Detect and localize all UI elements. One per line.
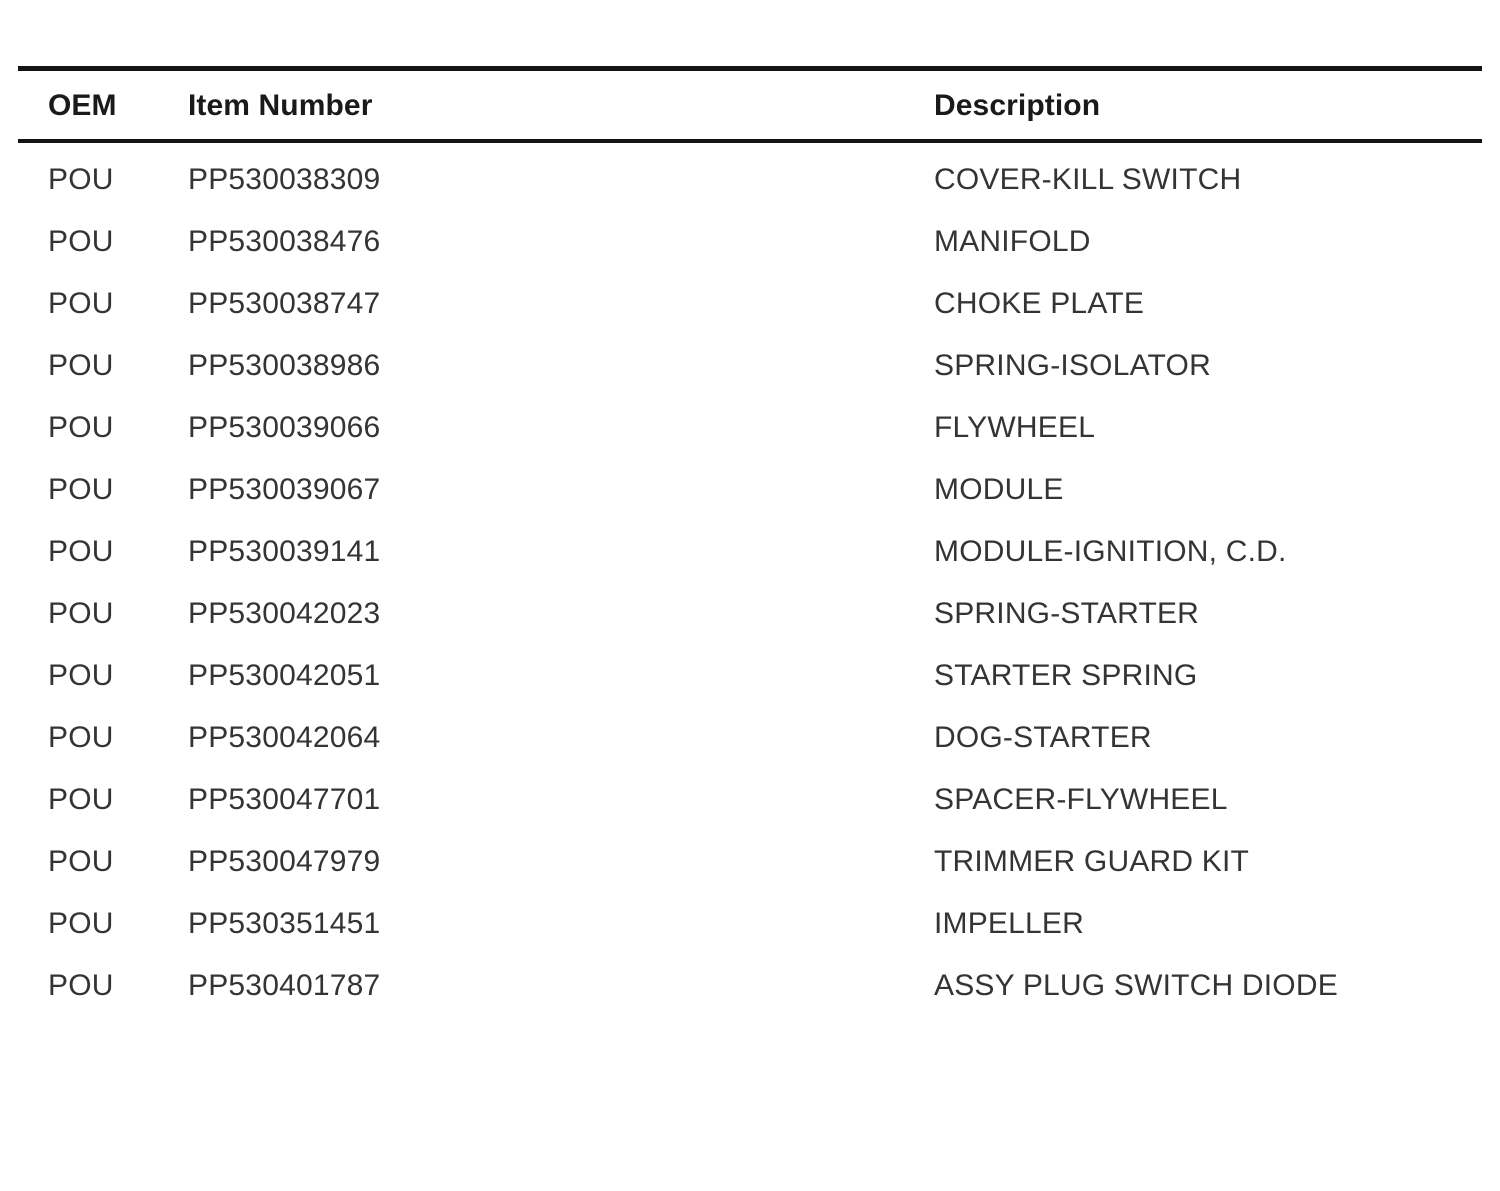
cell-oem: POU	[48, 163, 114, 196]
cell-item-number: PP530038747	[188, 287, 381, 320]
cell-oem: POU	[48, 411, 114, 444]
cell-oem: POU	[48, 349, 114, 382]
cell-oem: POU	[48, 969, 114, 1002]
cell-description: TRIMMER GUARD KIT	[934, 845, 1250, 878]
cell-description: SPACER-FLYWHEEL	[934, 783, 1228, 816]
cell-oem: POU	[48, 287, 114, 320]
cell-description: COVER-KILL SWITCH	[934, 163, 1242, 196]
cell-oem: POU	[48, 597, 114, 630]
cell-oem: POU	[48, 535, 114, 568]
cell-description: MODULE	[934, 473, 1064, 506]
cell-item-number: PP530039066	[188, 411, 381, 444]
column-header-oem: OEM	[48, 89, 117, 122]
cell-oem: POU	[48, 907, 114, 940]
table-row	[18, 521, 1482, 583]
column-header-item-number: Item Number	[188, 89, 373, 122]
table-row	[18, 707, 1482, 769]
cell-description: ASSY PLUG SWITCH DIODE	[934, 969, 1338, 1002]
table-row	[18, 769, 1482, 831]
cell-item-number: PP530042064	[188, 721, 381, 754]
cell-item-number: PP530047701	[188, 783, 381, 816]
table-header	[18, 69, 1482, 142]
cell-oem: POU	[48, 225, 114, 258]
table-row	[18, 211, 1482, 273]
table-row	[18, 583, 1482, 645]
table-row	[18, 645, 1482, 707]
cell-item-number: PP530042023	[188, 597, 381, 630]
cell-item-number: PP530038986	[188, 349, 381, 382]
column-header-description: Description	[934, 89, 1101, 122]
cell-oem: POU	[48, 845, 114, 878]
cell-item-number: PP530038476	[188, 225, 381, 258]
table-row	[18, 335, 1482, 397]
cell-description: MODULE-IGNITION, C.D.	[934, 535, 1287, 568]
cell-item-number: PP530039141	[188, 535, 381, 568]
cell-oem: POU	[48, 783, 114, 816]
cell-item-number: PP530351451	[188, 907, 381, 940]
cell-description: MANIFOLD	[934, 225, 1091, 258]
cell-description: FLYWHEEL	[934, 411, 1096, 444]
cell-description: STARTER SPRING	[934, 659, 1198, 692]
cell-description: DOG-STARTER	[934, 721, 1152, 754]
table-body	[18, 141, 1482, 1017]
cell-item-number: PP530401787	[188, 969, 381, 1002]
cell-item-number: PP530039067	[188, 473, 381, 506]
cell-oem: POU	[48, 659, 114, 692]
table-header-row	[18, 69, 1482, 142]
cell-oem: POU	[48, 721, 114, 754]
cell-item-number: PP530038309	[188, 163, 381, 196]
cell-description: IMPELLER	[934, 907, 1084, 940]
parts-table	[18, 66, 1482, 1017]
table-row	[18, 273, 1482, 335]
table-row	[18, 397, 1482, 459]
cell-item-number: PP530042051	[188, 659, 381, 692]
document-page	[0, 66, 1500, 1191]
cell-description: CHOKE PLATE	[934, 287, 1145, 320]
cell-item-number: PP530047979	[188, 845, 381, 878]
table-row	[18, 893, 1482, 955]
table-row	[18, 955, 1482, 1017]
cell-description: SPRING-STARTER	[934, 597, 1200, 630]
cell-oem: POU	[48, 473, 114, 506]
cell-description: SPRING-ISOLATOR	[934, 349, 1211, 382]
table-row	[18, 459, 1482, 521]
table-row	[18, 831, 1482, 893]
table-row	[18, 141, 1482, 211]
